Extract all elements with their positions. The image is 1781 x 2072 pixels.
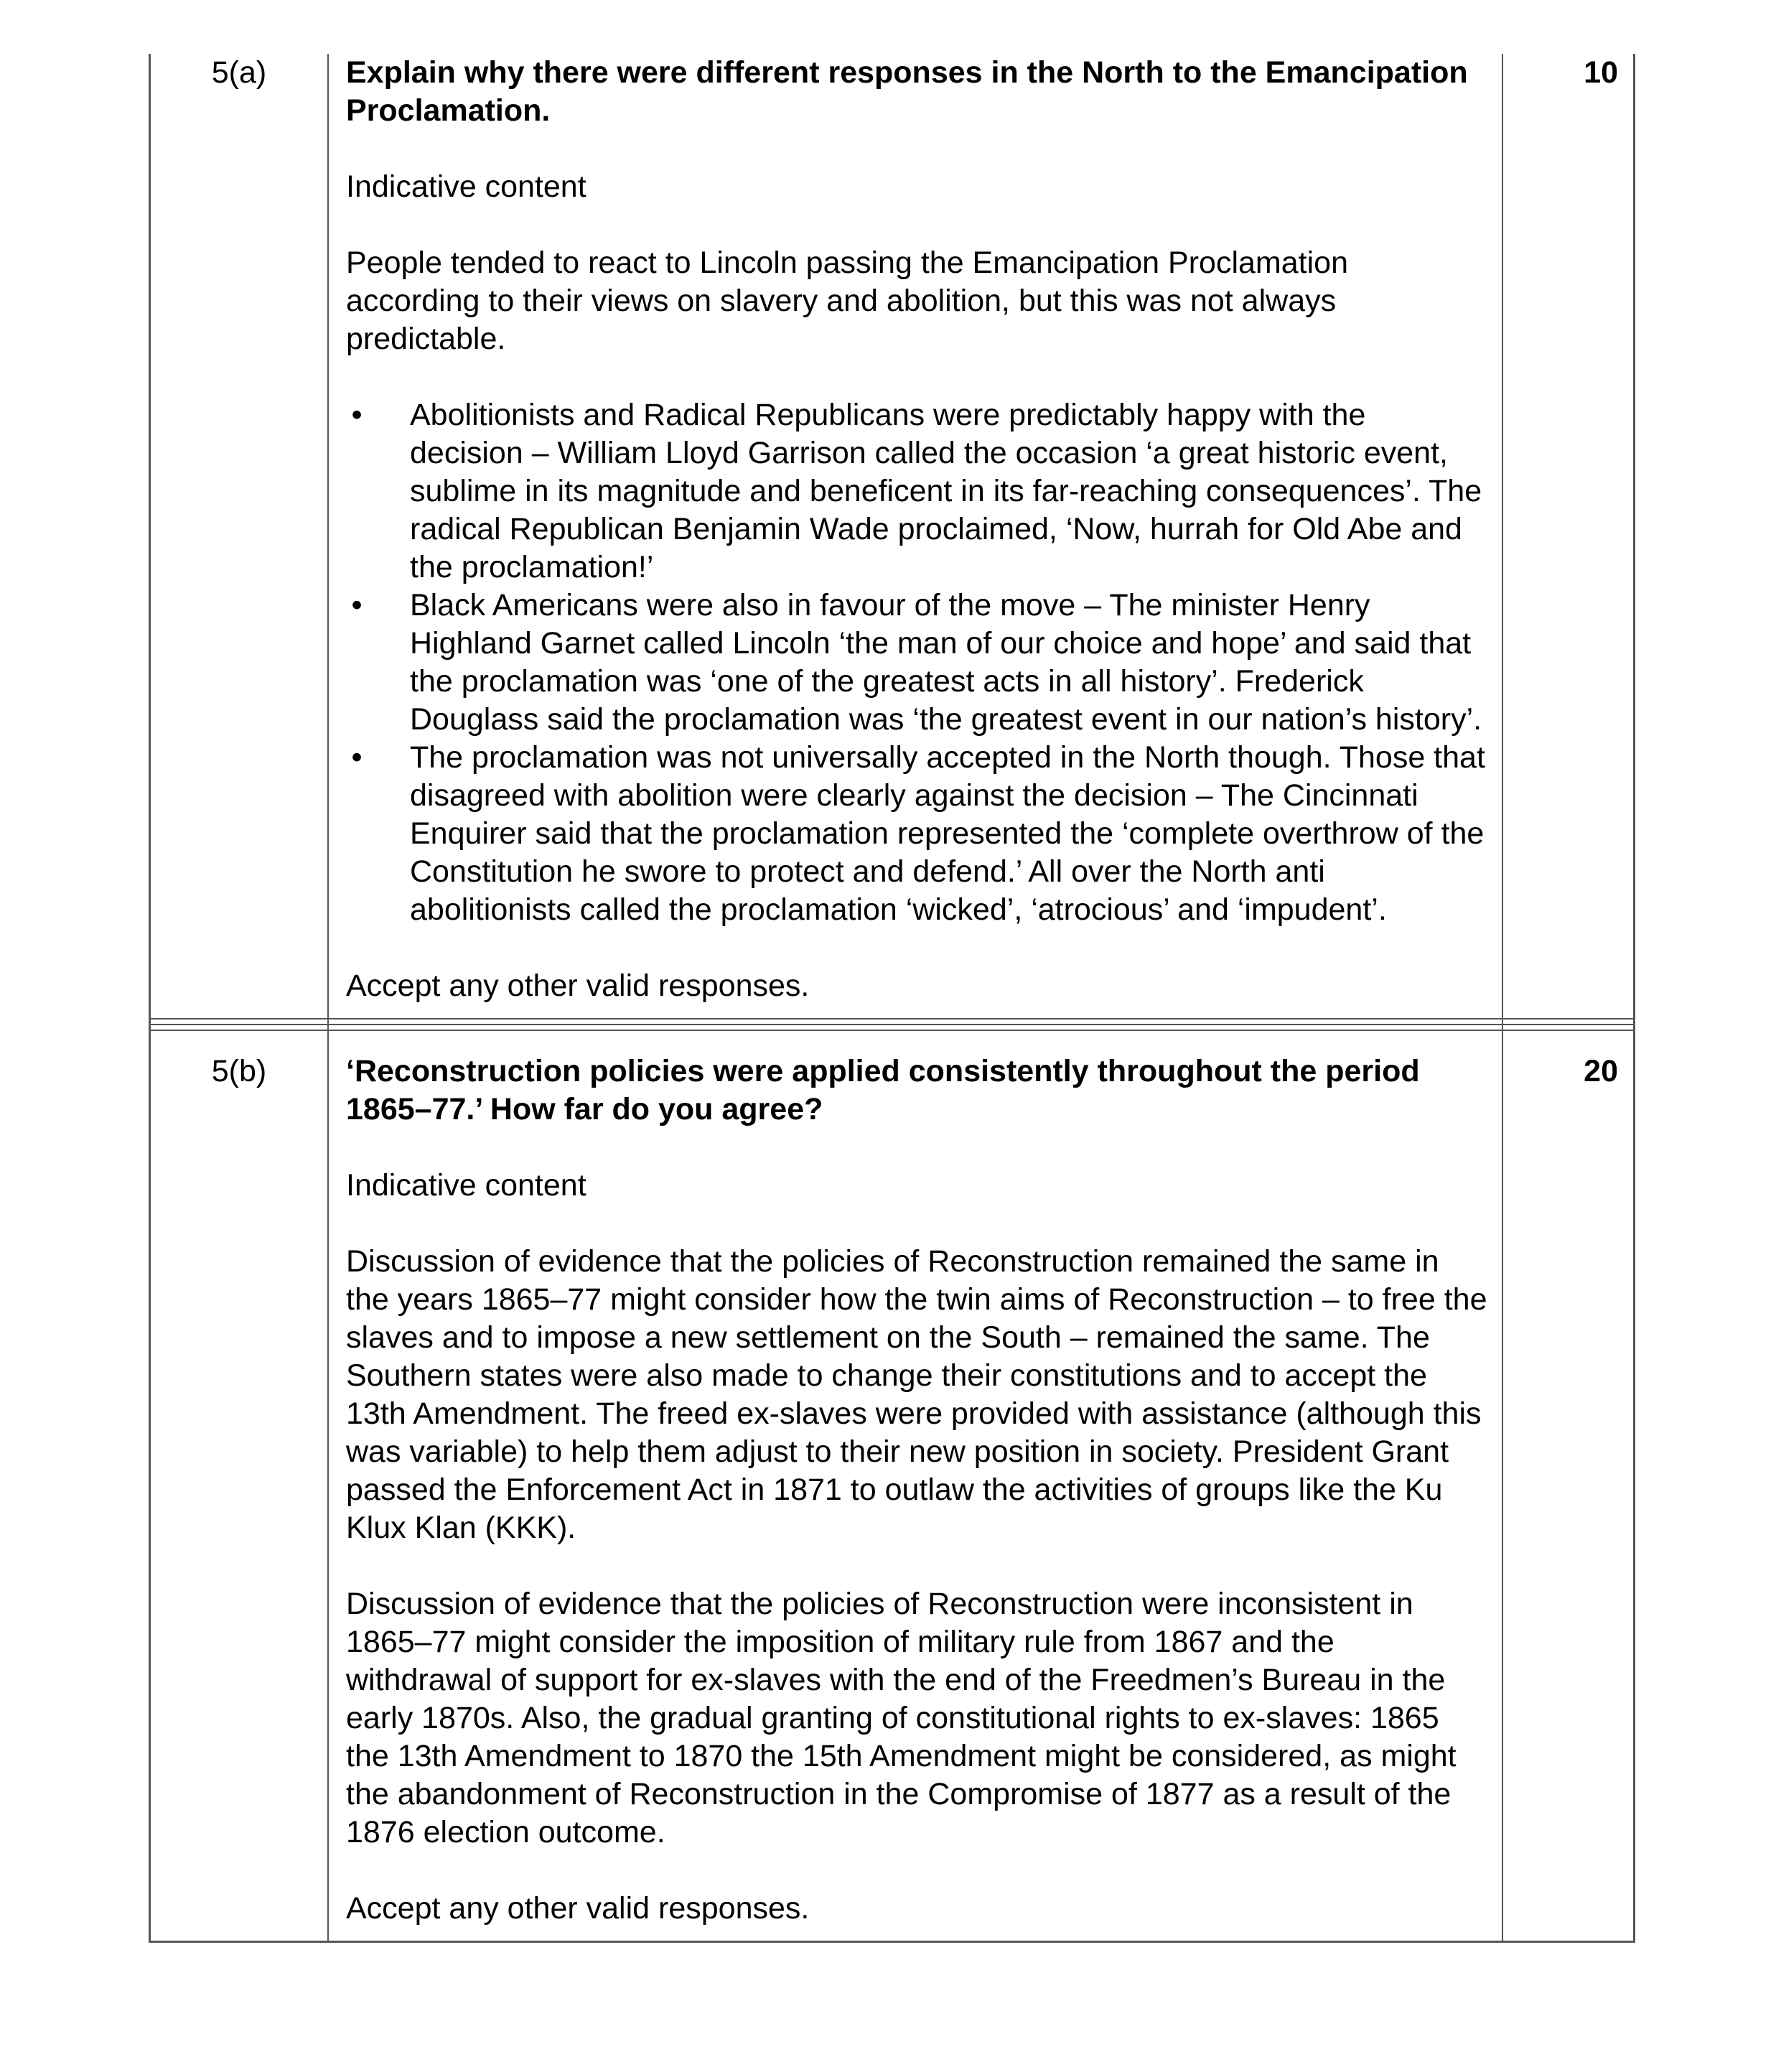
question-text: Explain why there were different responses in the North to the Emancipation Proclamation. xyxy=(346,55,1468,128)
question-row-5a xyxy=(149,54,1635,1018)
list-item xyxy=(346,396,1487,587)
bullet-icon: • xyxy=(351,740,363,775)
list-item xyxy=(346,739,1487,929)
row-divider xyxy=(149,1018,1635,1031)
bullet-icon: • xyxy=(351,588,363,622)
question-row-5b xyxy=(149,1031,1635,1943)
mark-scheme-table xyxy=(149,54,1635,1943)
question-number: 5(a) xyxy=(151,54,329,1018)
bullet-icon: • xyxy=(351,398,363,432)
bullet-text: Black Americans were also in favour of the move – The minister Henry Highland Garnet called Lincoln ‘the man of our choice and hope’ and said that the proclamation was ‘one of the greatest acts in all history’. Frederick Douglass said the proclamation was ‘the greatest event in our nation’s history’. xyxy=(410,588,1482,737)
marks-value: 10 xyxy=(1584,55,1618,90)
closing-note: Accept any other valid responses. xyxy=(346,969,810,1003)
bullet-text: The proclamation was not universally accepted in the North though. Those that disagreed with abolition were clearly against the decision – The Cincinnati Enquirer said that the proclamation represented the ‘complete overthrow of the Constitution he swore to protect and defend.’ All over the North anti abolitionists called the proclamation ‘wicked’, ‘atrocious’ and ‘impudent’. xyxy=(410,740,1485,927)
evidence-paragraph-inconsistent: Discussion of evidence that the policies of Reconstruction were inconsistent in 1865–77 might consider the imposition of military rule from 1867 and the withdrawal of support for ex-slaves with the end of the Freedmen’s Bureau in the early 1870s. Also, the gradual granting of constitutional rights to ex-slaves: 1865 the 13th Amendment to 1870 the 15th Amendment might be considered, as might the abandonment of Reconstruction in the Compromise of 1877 as a result of the 1876 election outcome. xyxy=(346,1587,1457,1849)
bullet-text: Abolitionists and Radical Republicans were predictably happy with the decision – William Lloyd Garrison called the occasion ‘a great historic event, sublime in its magnitude and beneficent in its far-reaching consequences’. The radical Republican Benjamin Wade proclaimed, ‘Now, hurrah for Old Abe and the proclamation!’ xyxy=(410,398,1482,584)
indicative-content-heading: Indicative content xyxy=(346,1168,586,1203)
question-content xyxy=(329,1031,1503,1941)
list-item xyxy=(346,587,1487,739)
question-text: ‘Reconstruction policies were applied consistently throughout the period 1865–77.’ How far do you agree? xyxy=(346,1054,1420,1126)
evidence-paragraph-consistent: Discussion of evidence that the policies of Reconstruction remained the same in the years 1865–77 might consider how the twin aims of Reconstruction – to free the slaves and to impose a new settlement on the South – remained the same. The Southern states were also made to change their constitutions and to accept the 13th Amendment. The freed ex-slaves were provided with assistance (although this was variable) to help them adjust to their new position in society. President Grant passed the Enforcement Act in 1871 to outlaw the activities of groups like the Ku Klux Klan (KKK). xyxy=(346,1244,1487,1545)
question-content xyxy=(329,54,1503,1018)
indicative-content-heading: Indicative content xyxy=(346,169,586,204)
bullet-list xyxy=(346,396,1487,929)
intro-paragraph: People tended to react to Lincoln passing the Emancipation Proclamation according to their views on slavery and abolition, but this was not always predictable. xyxy=(346,246,1348,356)
question-number: 5(b) xyxy=(151,1031,329,1941)
marks-value: 20 xyxy=(1584,1054,1618,1088)
closing-note: Accept any other valid responses. xyxy=(346,1891,810,1926)
